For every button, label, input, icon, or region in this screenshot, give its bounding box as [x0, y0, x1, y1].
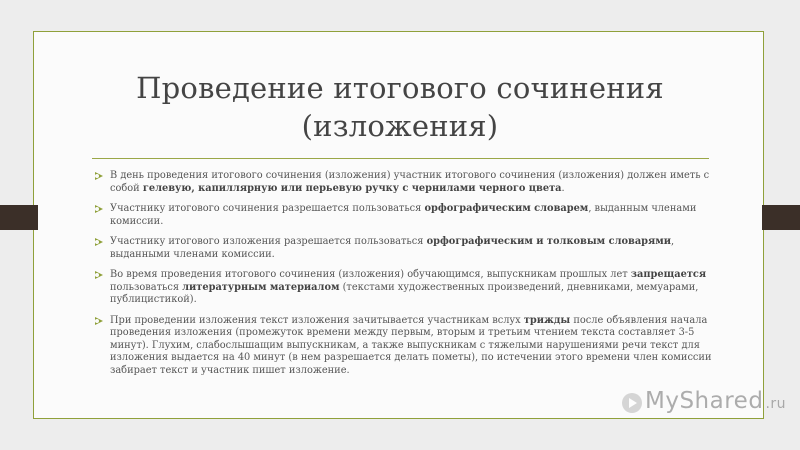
bullet-part: трижды	[523, 314, 571, 326]
bullet-item	[92, 236, 712, 261]
bullet-part: орфографическим словарем	[424, 203, 589, 214]
bullet-item	[92, 315, 712, 378]
bullet-part: после объявления начала проведения изложения (промежуток времени между первым, вторым и третьим чтением текста составляет 3-5 минут). Глухим, слабослышащим выпускникам, а также выпускникам с тяжелыми нарушениями речи текст для изложения выдается на 40 минут (в нем разрешается делать пометы), по истечении этого времени член комиссии забирает текст и участник пишет изложение.	[110, 314, 712, 376]
bullet-part: гелевую, капиллярную или перьевую ручку с чернилами черного цвета	[142, 182, 562, 194]
bullet-item	[92, 170, 712, 195]
title-divider	[92, 158, 709, 159]
slide-title-line-2: (изложения)	[301, 109, 499, 143]
bullet-part: При проведении изложения текст изложения зачитывается участникам вслух	[110, 314, 524, 326]
bullet-part: пользоваться	[110, 281, 183, 293]
bullet-part: литературным материалом	[182, 281, 340, 293]
bullet-item	[92, 203, 712, 228]
bullet-item	[92, 269, 712, 307]
watermark-domain: .ru	[765, 396, 787, 412]
watermark-brand: MyShared	[645, 388, 764, 414]
arrow-bullet-icon	[94, 316, 105, 327]
slide-title-line-1: Проведение итогового сочинения	[136, 71, 664, 105]
bullet-part: Во время проведения итогового сочинения (изложения) обучающимся, выпускникам прошлых лет	[110, 269, 631, 280]
bullet-part: орфографическим и толковым словарями	[426, 236, 672, 247]
bullet-part: запрещается	[630, 269, 707, 280]
bullet-part: .	[561, 182, 565, 194]
bullet-list	[92, 170, 712, 385]
bullet-part: , выданными членами комиссии.	[110, 236, 675, 260]
bullet-part: , выданным членами комиссии.	[110, 203, 697, 227]
bullet-part: Участнику итогового изложения разрешается пользоваться	[110, 236, 427, 247]
bullet-part: Участнику итогового сочинения разрешается пользоваться	[110, 203, 425, 214]
arrow-bullet-icon	[94, 204, 105, 215]
right-decorative-tab	[762, 205, 800, 230]
arrow-bullet-icon	[94, 171, 105, 182]
bullet-part: В день проведения итогового сочинения (изложения) участник итогового сочинения (изложения) должен иметь с собой	[110, 170, 710, 194]
arrow-bullet-icon	[94, 237, 105, 248]
arrow-bullet-icon	[94, 270, 105, 281]
left-decorative-tab	[0, 205, 38, 230]
bullet-part: (текстами художественных произведений, дневниками, мемуарами, публицистикой).	[110, 281, 699, 305]
slide-title	[0, 69, 800, 145]
